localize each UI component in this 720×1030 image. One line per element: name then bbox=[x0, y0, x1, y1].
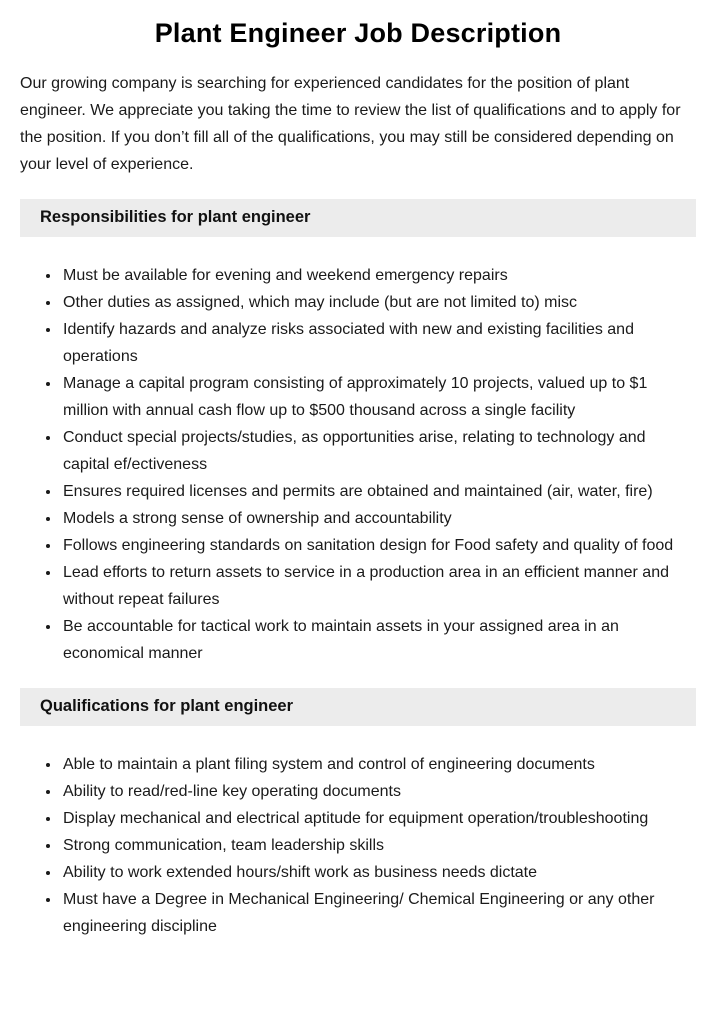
list-item: • Models a strong sense of ownership and accountability bbox=[61, 505, 696, 532]
list-item: • Strong communication, team leadership skills bbox=[61, 832, 696, 859]
section-header-qualifications bbox=[20, 688, 696, 726]
list-item: • Be accountable for tactical work to maintain assets in your assigned area in an economical manner bbox=[61, 613, 696, 667]
qualifications-list bbox=[20, 751, 696, 940]
page-title: Plant Engineer Job Description bbox=[154, 18, 562, 48]
list-item: • Manage a capital program consisting of approximately 10 projects, valued up to $1 million with annual cash flow up to $500 thousand across a single facility bbox=[61, 370, 696, 424]
qualifications-heading: Qualifications for plant engineer bbox=[40, 697, 294, 715]
responsibilities-list bbox=[20, 262, 696, 667]
responsibilities-heading: Responsibilities for plant engineer bbox=[40, 208, 311, 226]
list-item: • Ability to work extended hours/shift work as business needs dictate bbox=[61, 859, 696, 886]
list-item: • Other duties as assigned, which may include (but are not limited to) misc bbox=[61, 289, 696, 316]
list-item: • Must have a Degree in Mechanical Engineering/ Chemical Engineering or any other engineering discipline bbox=[61, 886, 696, 940]
list-item: • Display mechanical and electrical aptitude for equipment operation/troubleshooting bbox=[61, 805, 696, 832]
list-item: • Follows engineering standards on sanitation design for Food safety and quality of food bbox=[61, 532, 696, 559]
section-header-responsibilities bbox=[20, 199, 696, 237]
list-item: • Ability to read/red-line key operating documents bbox=[61, 778, 696, 805]
list-item: • Identify hazards and analyze risks associated with new and existing facilities and operations bbox=[61, 316, 696, 370]
list-item: • Ensures required licenses and permits are obtained and maintained (air, water, fire) bbox=[61, 478, 696, 505]
list-item: • Lead efforts to return assets to service in a production area in an efficient manner and without repeat failures bbox=[61, 559, 696, 613]
list-item: • Able to maintain a plant filing system and control of engineering documents bbox=[61, 751, 696, 778]
list-item: • Must be available for evening and weekend emergency repairs bbox=[61, 262, 696, 289]
intro-paragraph: Our growing company is searching for experienced candidates for the position of plant engineer. We appreciate you taking the time to review the list of qualifications and to apply for the position. If you don’t fill all of the qualifications, you may still be considered depending on your level of experience. bbox=[20, 75, 681, 173]
list-item: • Conduct special projects/studies, as opportunities arise, relating to technology and capital ef/ectiveness bbox=[61, 424, 696, 478]
